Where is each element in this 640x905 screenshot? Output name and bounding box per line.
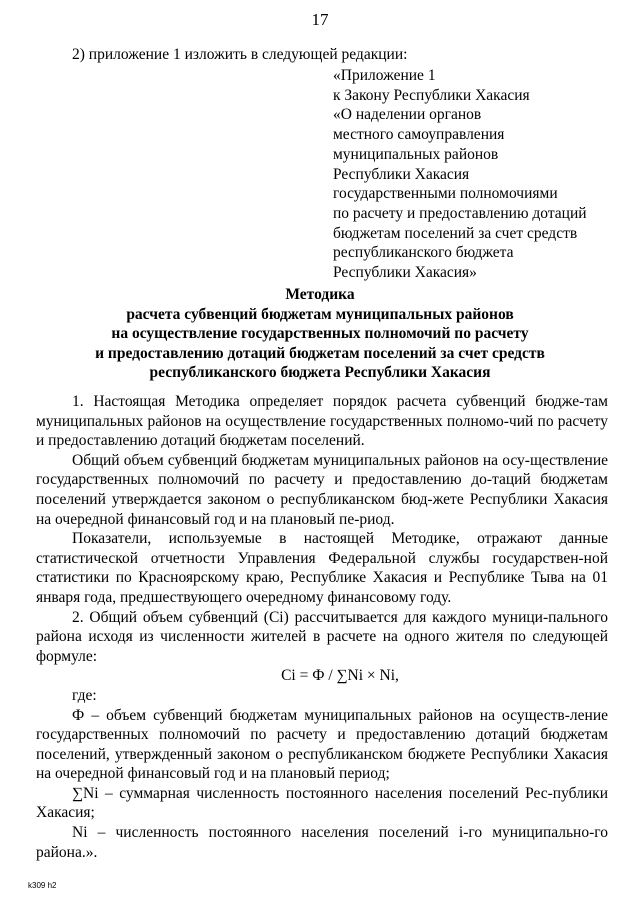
annex-line: муниципальных районов [333, 145, 499, 163]
paragraph: Общий объем субвенций бюджетам муниципальных районов на осу-ществление государственных полномочий по расчету и предоставлению до-таций бюджетам поселений утверждается законом о республиканском бюд-жете Республики Хакасия на очередной финансовый год и на плановый пе-риод. [36, 451, 608, 528]
page-number: 17 [311, 10, 329, 29]
formula: Ci = Ф / ∑Ni × Ni, [281, 667, 399, 685]
annex-line: государственными полномочиями [333, 185, 558, 203]
title-line: и предоставлению дотаций бюджетам поселений за счет средств [95, 344, 545, 362]
document-body [36, 392, 608, 862]
footer-code: k309 h2 [28, 881, 57, 890]
annex-line: Республики Хакасия» [333, 264, 477, 282]
title-line: расчета субвенций бюджетам муниципальных районов [126, 305, 514, 323]
annex-line: «О наделении органов [333, 106, 482, 124]
where-label: где: [72, 686, 97, 704]
definition: Ni – численность постоянного населения поселений i-го муниципально-го района.». [36, 824, 608, 861]
paragraph: Показатели, используемые в настоящей Методике, отражают данные статистической отчетности Управления Федеральной службы государствен-ной статистики по Красноярскому краю, Республике Хакасия и Республике Тыва на 01 января года, предшествующего очередному финансовому году. [36, 530, 608, 606]
annex-line: к Закону Республики Хакасия [333, 86, 530, 104]
title-line: Методика [285, 286, 355, 303]
annex-header [333, 66, 587, 283]
annex-line: бюджетам поселений за счет средств [333, 224, 578, 242]
annex-line: Республики Хакасия [333, 165, 470, 183]
annex-line: республиканского бюджета [333, 244, 514, 262]
paragraph: 2. Общий объем субвенций (Ci) рассчитывается для каждого муници-пального района исходя из численности жителей в расчете на одного жителя по следующей формуле: [36, 608, 608, 665]
annex-line: «Приложение 1 [333, 67, 436, 84]
intro-line: 2) приложение 1 изложить в следующей редакции: [72, 46, 408, 63]
annex-line: местного самоуправления [333, 126, 505, 144]
paragraph: 1. Настоящая Методика определяет порядок расчета субвенций бюдже-там муниципальных районов на осуществление государственных полномо-чий по расчету и предоставлению дотаций бюджетам поселений. [36, 393, 608, 450]
definition: ∑Ni – суммарная численность постоянного населения поселений Рес-публики Хакасия; [36, 784, 608, 822]
methodology-title [40, 285, 600, 383]
annex-line: по расчету и предоставлению дотаций [333, 204, 587, 222]
title-line: республиканского бюджета Республики Хакасия [149, 364, 491, 381]
definition: Ф – объем субвенций бюджетам муниципальных районов на осуществ-ление государственных полномочий по расчету и предоставлению дотаций бюджетам поселений, утвержденный законом о республиканском бюджете Республики Хакасия на очередной финансовый год и на плановый период; [36, 706, 608, 783]
title-line: на осуществление государственных полномочий по расчету [111, 325, 529, 342]
